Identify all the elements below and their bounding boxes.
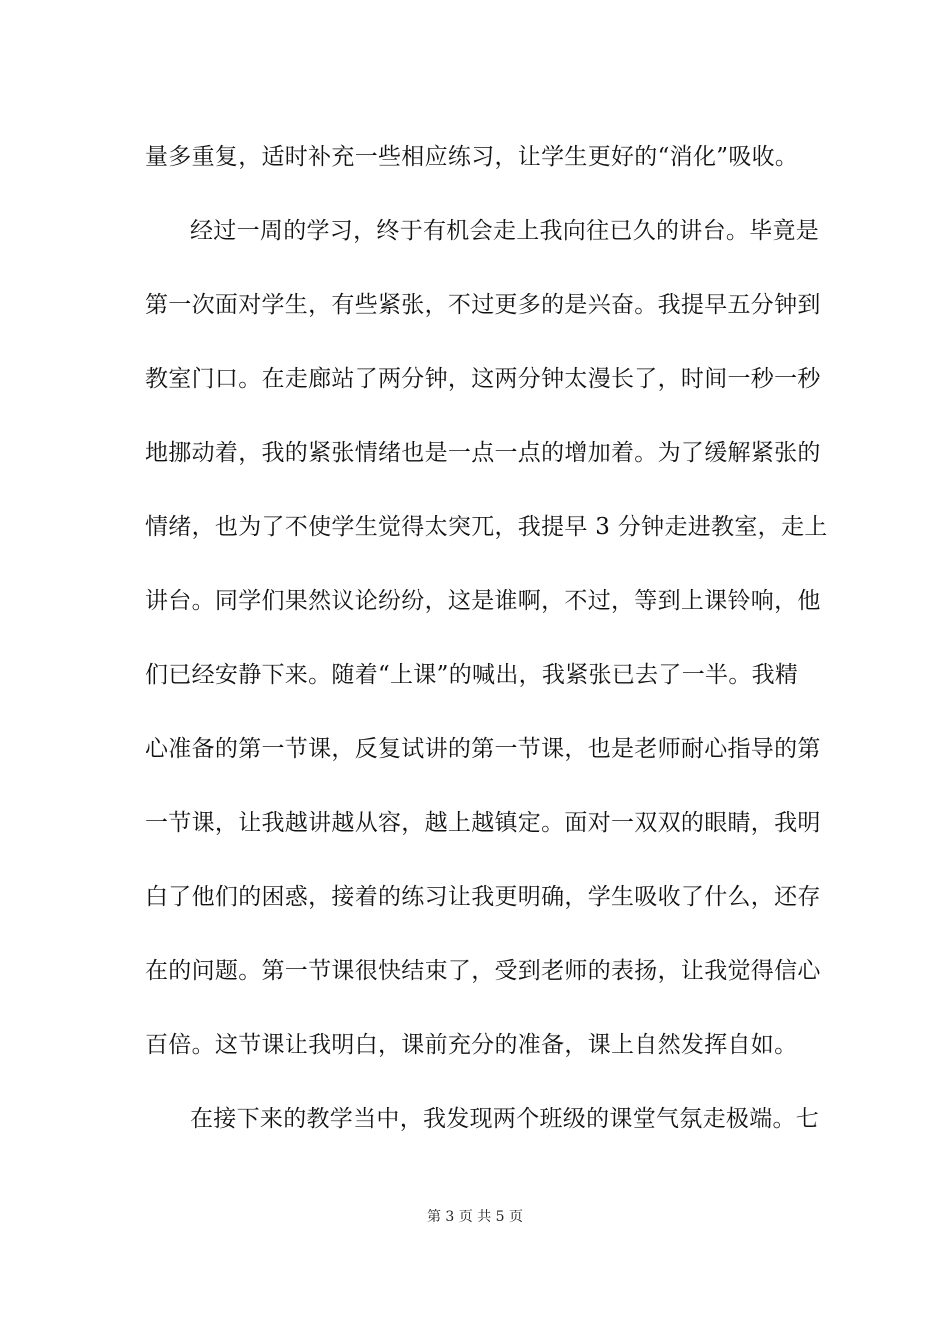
body-text-line: 第一次面对学生，有些紧张，不过更多的是兴奋。我提早五分钟到 — [145, 292, 821, 318]
body-text-line: 教室门口。在走廊站了两分钟，这两分钟太漫长了，时间一秒一秒 — [145, 366, 821, 392]
page-number-footer: 第 3 页 共 5 页 — [426, 1209, 524, 1225]
body-text-line: 百倍。这节课让我明白，课前充分的准备，课上自然发挥自如。 — [145, 1032, 798, 1058]
body-text-line: 白了他们的困惑，接着的练习让我更明确，学生吸收了什么，还存 — [145, 884, 821, 910]
body-text-line: 量多重复，适时补充一些相应练习，让学生更好的“消化”吸收。 — [145, 144, 799, 170]
body-text-line: 讲台。同学们果然议论纷纷，这是谁啊，不过，等到上课铃响，他 — [145, 588, 821, 614]
body-text-line: 情绪，也为了不使学生觉得太突兀，我提早 3 分钟走进教室，走上 — [145, 514, 828, 540]
body-text-line: 在的问题。第一节课很快结束了，受到老师的表扬，让我觉得信心 — [145, 958, 821, 984]
body-text-line: 在接下来的教学当中，我发现两个班级的课堂气氛走极端。七 — [190, 1106, 820, 1132]
body-text-line: 一节课，让我越讲越从容，越上越镇定。面对一双双的眼睛，我明 — [145, 810, 821, 836]
body-text-line: 地挪动着，我的紧张情绪也是一点一点的增加着。为了缓解紧张的 — [145, 440, 821, 466]
body-text-line: 心准备的第一节课，反复试讲的第一节课，也是老师耐心指导的第 — [145, 736, 821, 762]
body-text-line: 们已经安静下来。随着“上课”的喊出，我紧张已去了一半。我精 — [145, 662, 799, 688]
body-text-line: 经过一周的学习，终于有机会走上我向往已久的讲台。毕竟是 — [190, 218, 820, 244]
